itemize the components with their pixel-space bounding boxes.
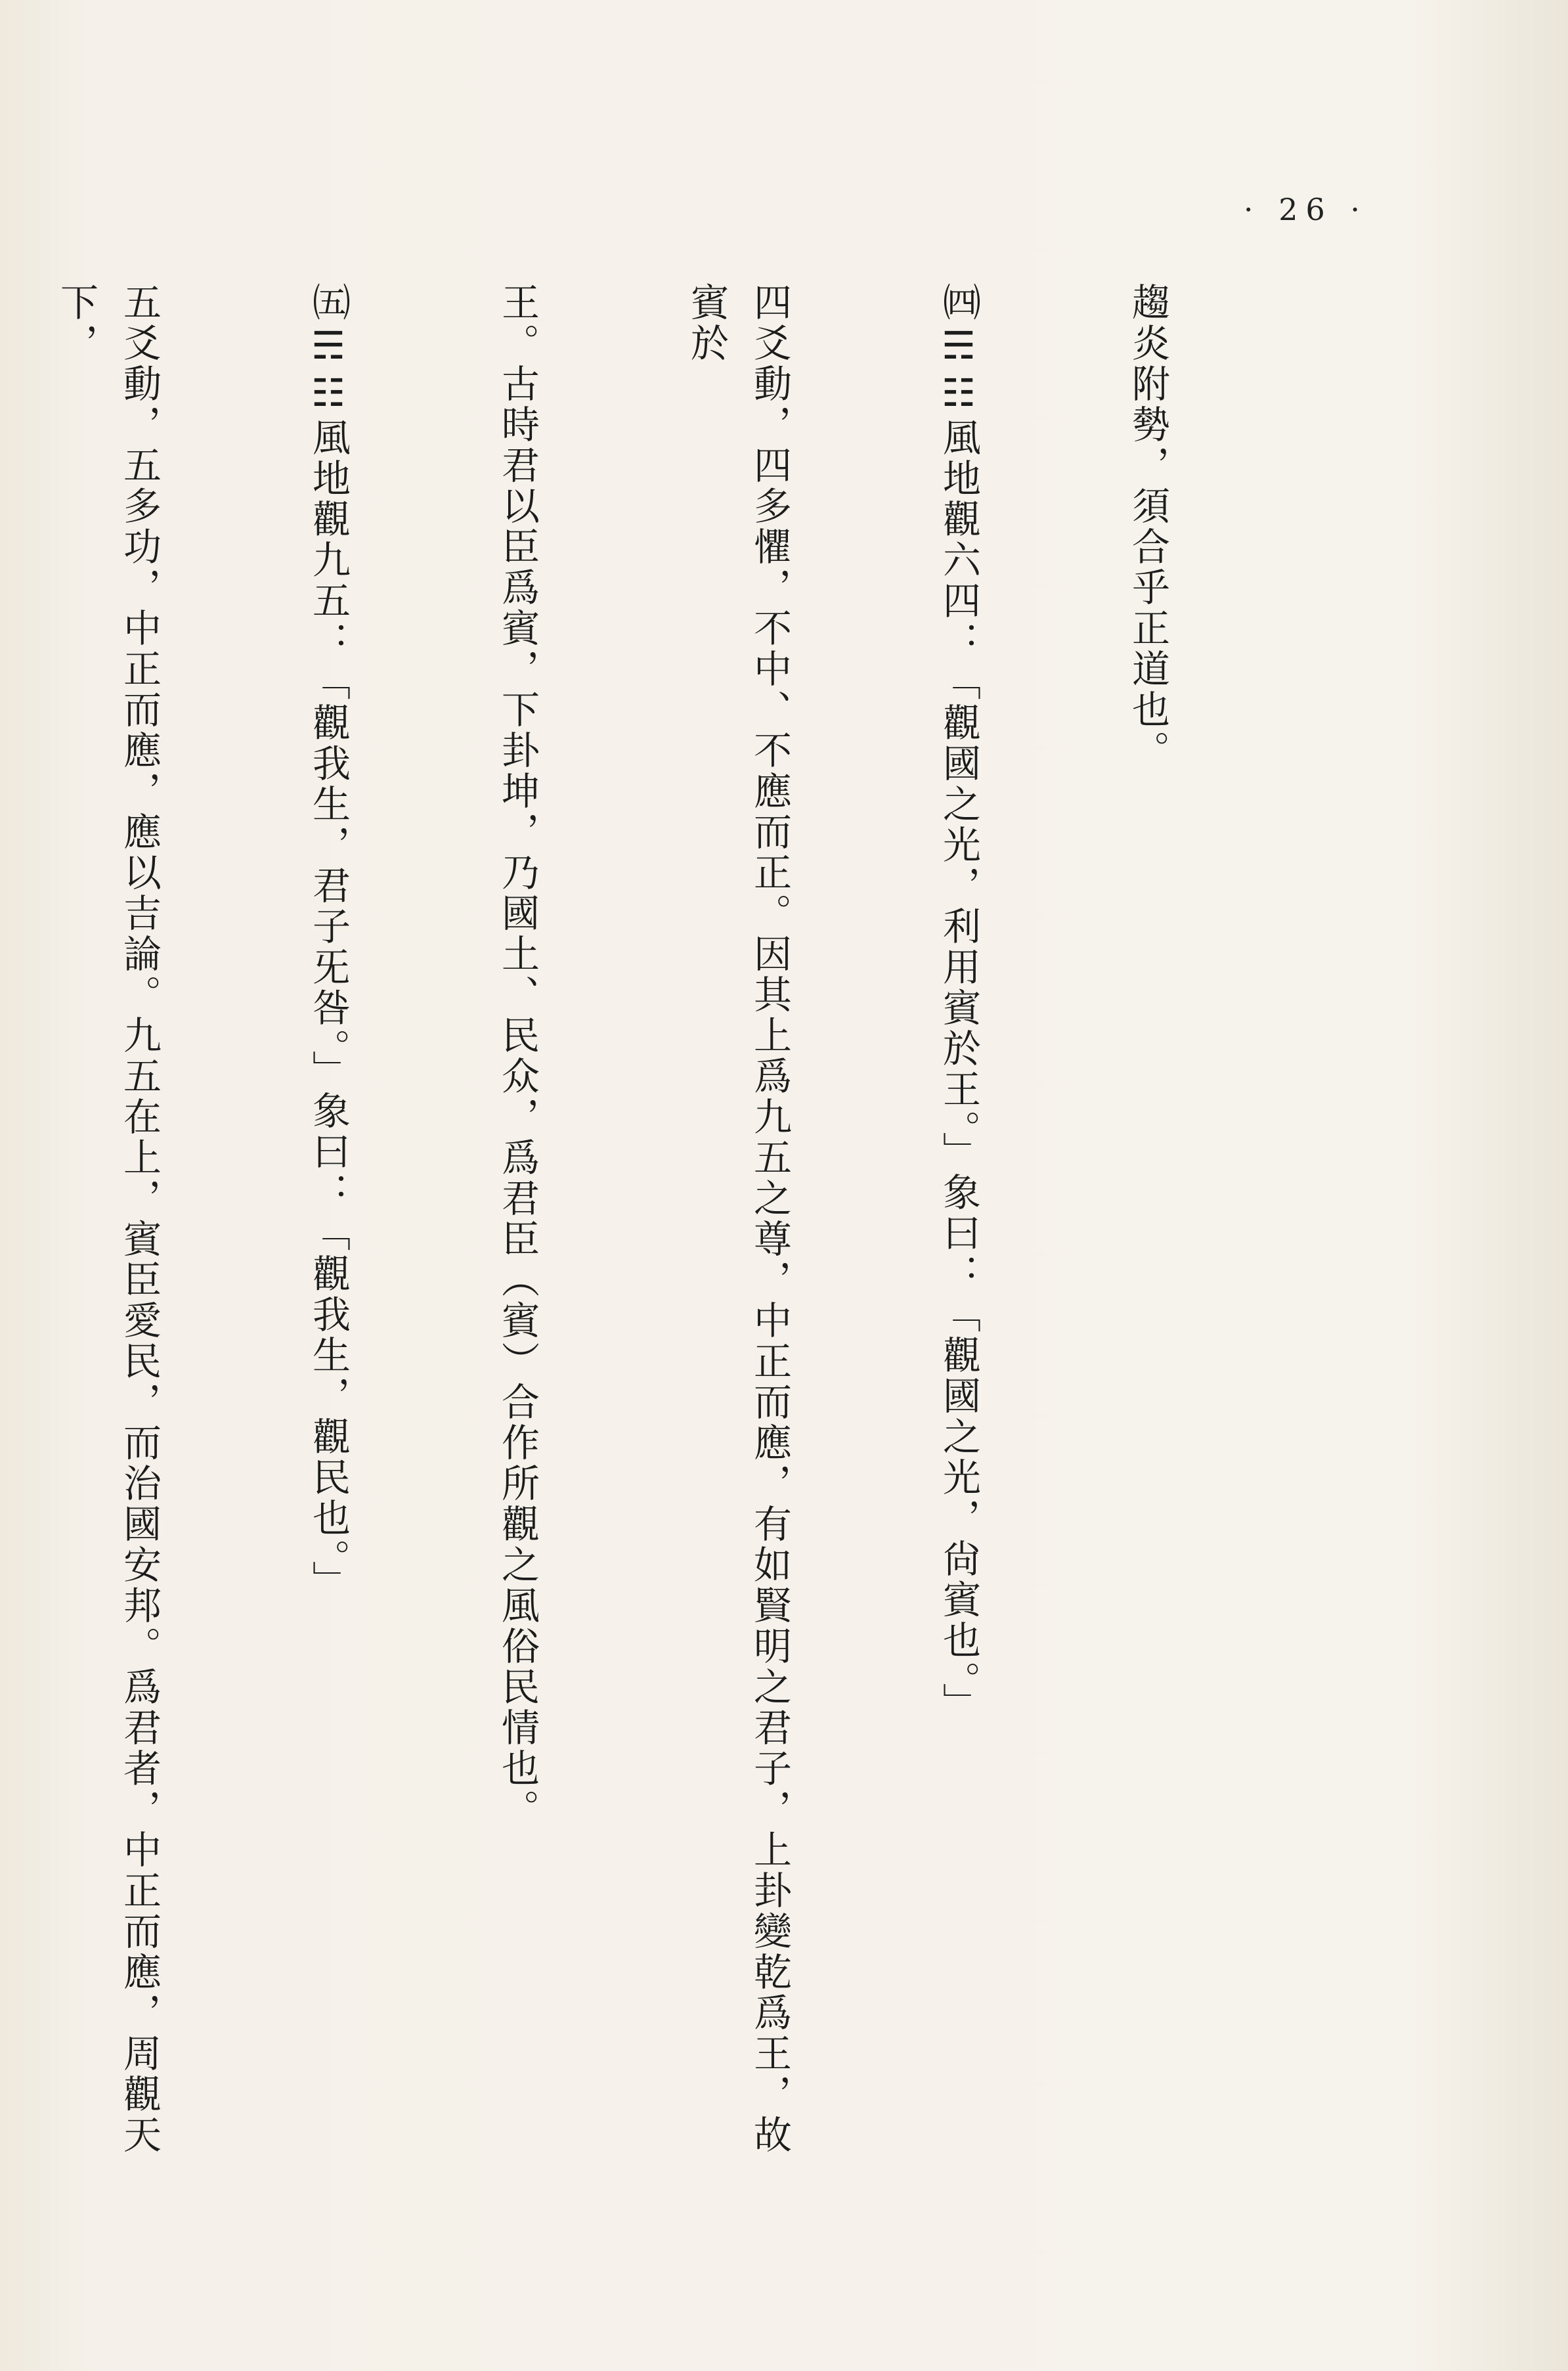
text-line: 四爻動，四多懼，不中、不應而正。因其上爲九五之尊，中正而應，有如賢明之君子，上卦變乾爲王，故賓於 (684, 282, 792, 2156)
text-line: ㈤☴☷風地觀九五：「觀我生，君子旡咎。」象曰：「觀我生，觀民也。」 (306, 282, 351, 1601)
text-line: ㈣☴☷風地觀六四：「觀國之光，利用賓於王。」象曰：「觀國之光，尙賓也。」 (936, 282, 981, 1723)
text-line: 五爻動，五多功，中正而應，應以吉論。九五在上，賓臣愛民，而治國安邦。爲君者，中正而應，周觀天下， (54, 282, 162, 2156)
vertical-text-block (0, 282, 1305, 2187)
text-line: 王。古時君以臣爲賓，下卦坤，乃國土、民众，爲君臣（賓）合作所觀之風俗民情也。 (495, 282, 540, 1830)
page-number: · 26 · (1243, 192, 1368, 227)
text-line: 趨炎附勢，須合乎正道也。 (1125, 282, 1170, 771)
